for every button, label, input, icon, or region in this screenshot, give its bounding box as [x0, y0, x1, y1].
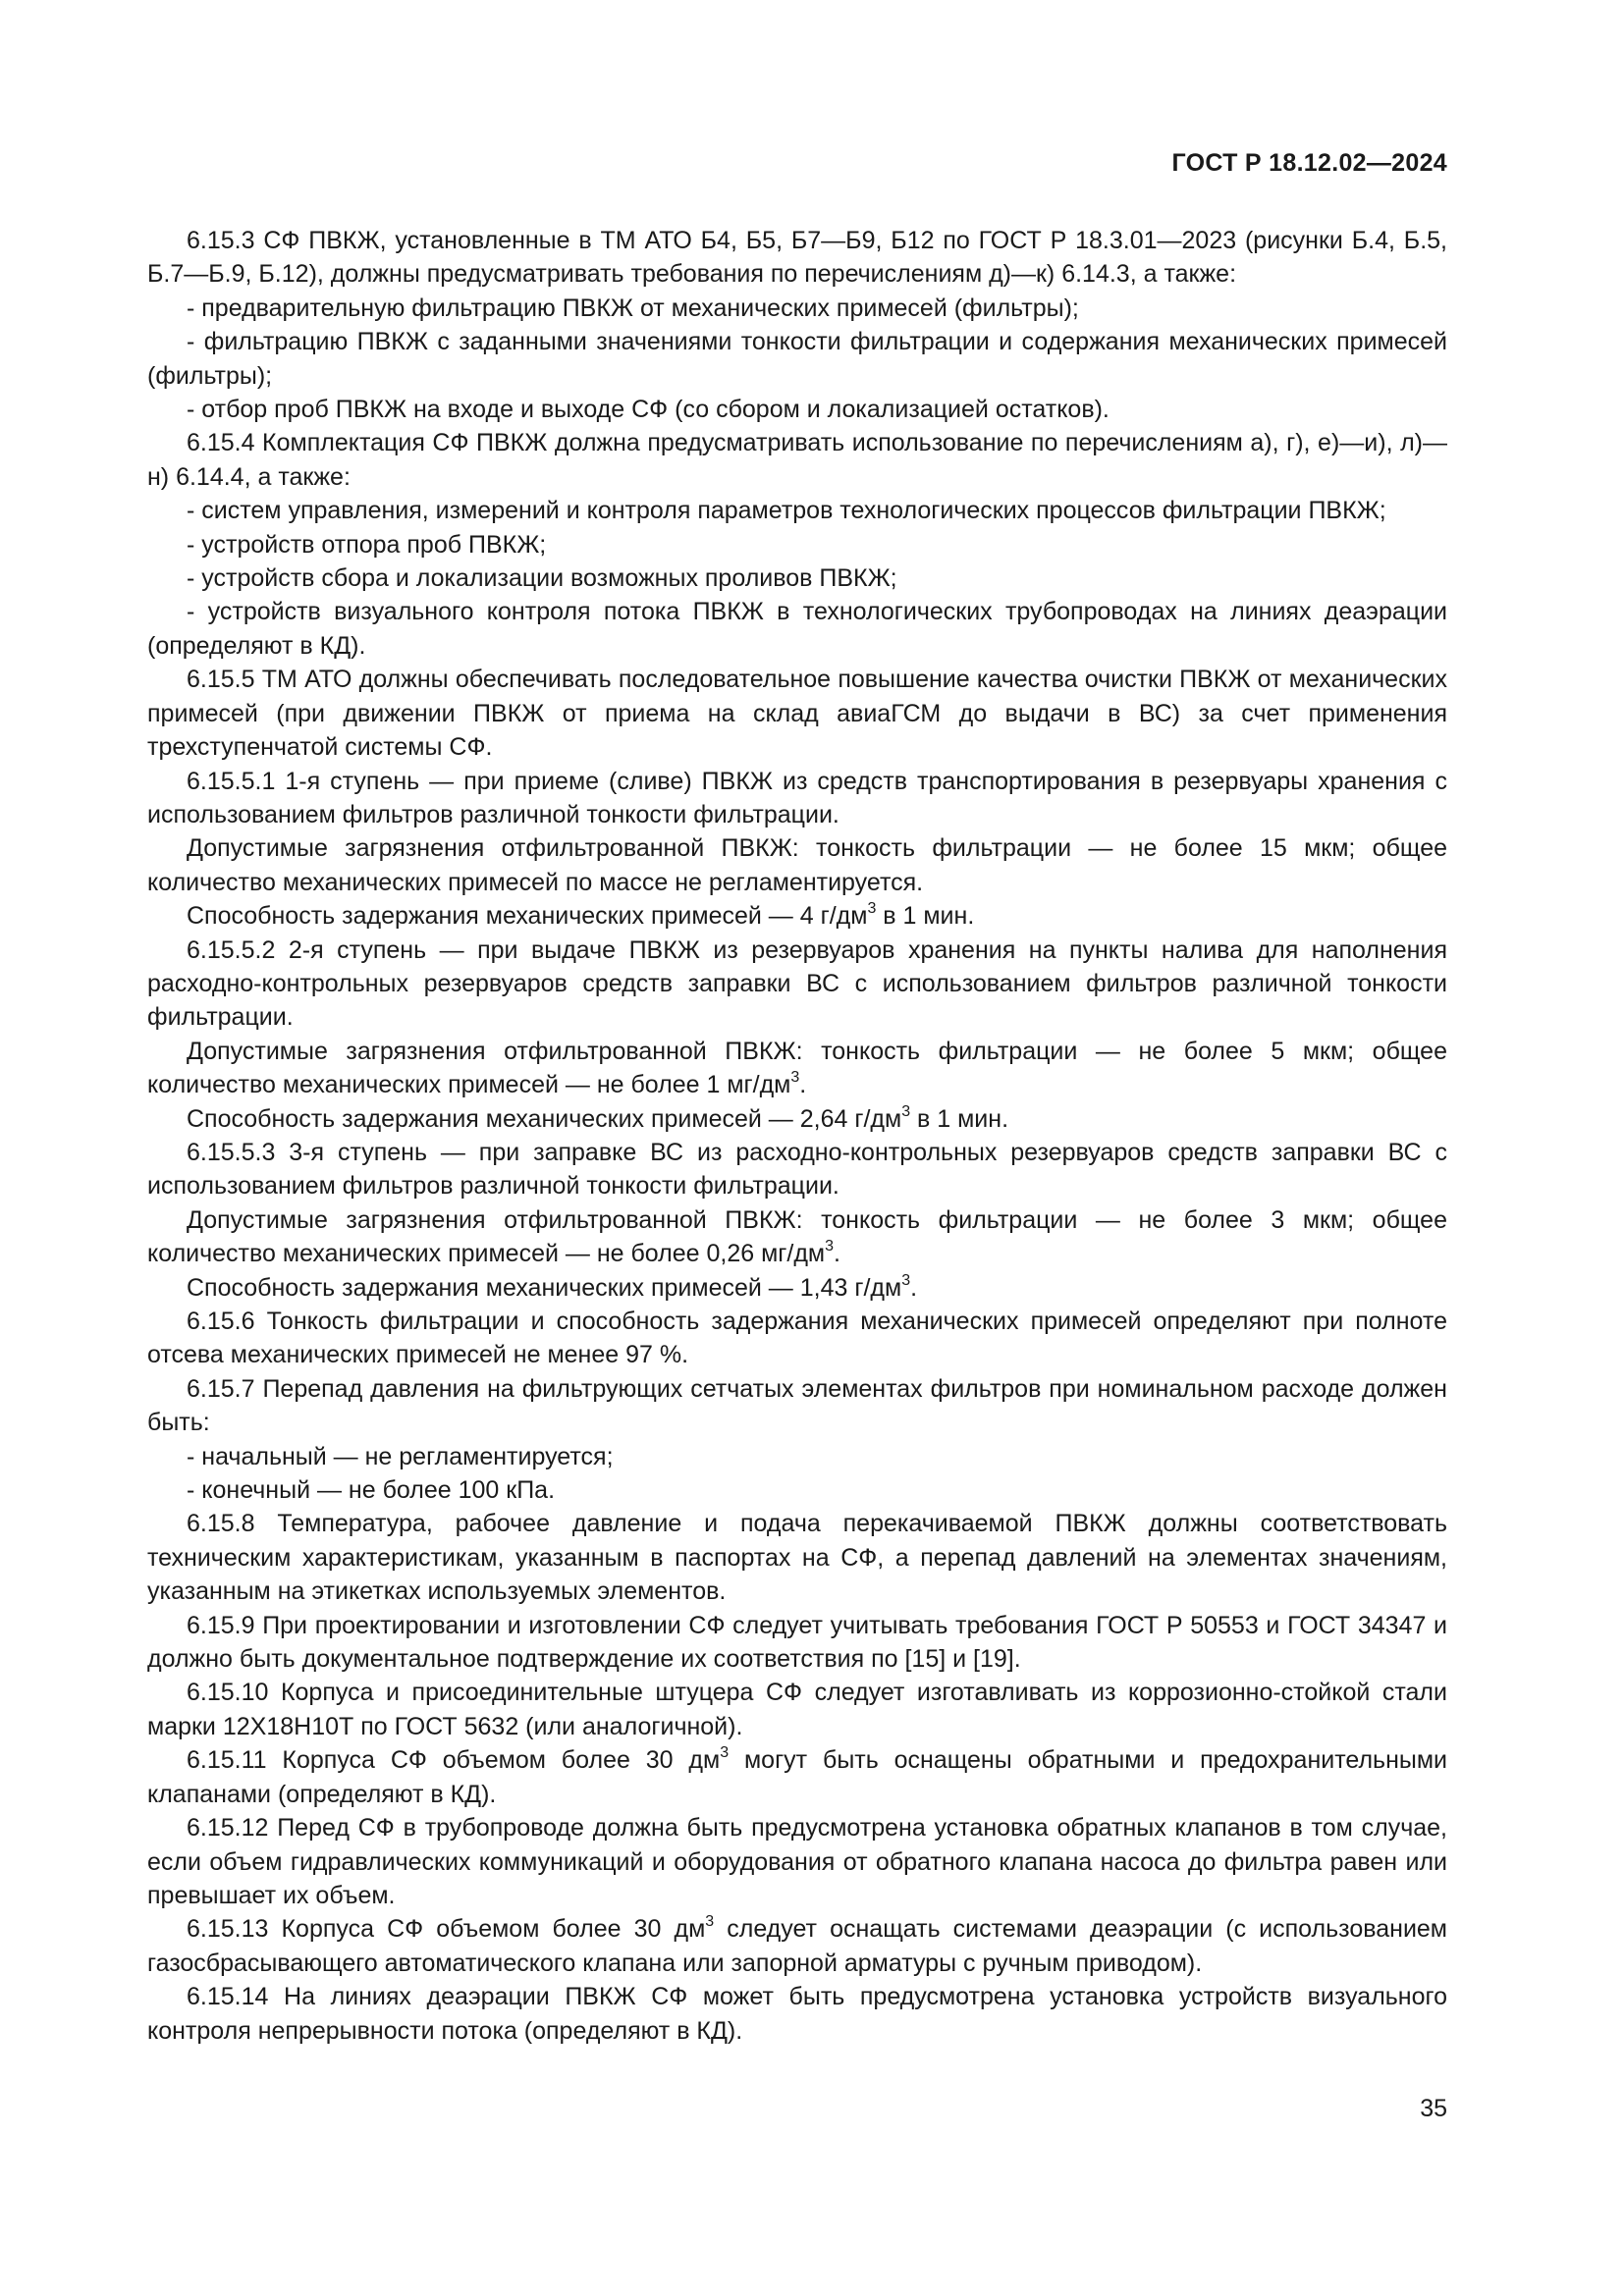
text-run: - начальный — не регламентируется; [187, 1442, 614, 1470]
text-run-tail: в 1 мин. [876, 902, 975, 931]
text-run-tail: в 1 мин. [910, 1104, 1009, 1133]
text-run: - устройств отпора проб ПВКЖ; [187, 530, 547, 559]
text-run: 6.15.5 ТМ АТО должны обеспечивать последовательное повышение качества очистки ПВКЖ от механических примесей (при движении ПВКЖ от приема на склад авиаГСМ до выдачи в ВС) за счет применения трехступенчатой системы СФ. [147, 666, 1447, 762]
text-run: 6.15.8 Температура, рабочее давление и подача перекачиваемой ПВКЖ должны соответствовать техническим характеристикам, указанным в паспортах на СФ, а перепад давлений на элементах значениям, указанным на этикетках используемых элементов. [147, 1510, 1447, 1606]
superscript: 3 [720, 1744, 730, 1762]
text-run: 6.15.4 Комплектация СФ ПВКЖ должна предусматривать использование по перечислениям а), г), е)—и), л)—н) 6.14.4, а также: [147, 429, 1447, 491]
text-run-tail: . [910, 1273, 918, 1302]
text-run: - фильтрацию ПВКЖ с заданными значениями тонкости фильтрации и содержания механических примесей (фильтры); [147, 328, 1447, 390]
text-run-tail: . [799, 1071, 807, 1099]
text-run: Допустимые загрязнения отфильтрованной ПВКЖ: тонкость фильтрации — не более 5 мкм; общее количество механических примесей — не более 1 мг/дм [147, 1037, 1447, 1099]
superscript: 3 [901, 1102, 911, 1120]
text-run: 6.15.3 СФ ПВКЖ, установленные в ТМ АТО Б4, Б5, Б7—Б9, Б12 по ГОСТ Р 18.3.01—2023 (рисунки Б.4, Б.5, Б.7—Б.9, Б.12), должны предусматривать требования по перечислениям д)—к) 6.14.3, а также: [147, 227, 1447, 289]
list-item [147, 325, 1447, 393]
text-run: - предварительную фильтрацию ПВКЖ от механических примесей (фильтры); [187, 294, 1079, 322]
text-run: Допустимые загрязнения отфильтрованной ПВКЖ: тонкость фильтрации — не более 15 мкм; общее количество механических примесей по массе не регламентируется. [147, 834, 1447, 896]
text-run: 6.15.13 Корпуса СФ объемом более 30 дм [187, 1915, 706, 1944]
paragraph [147, 1811, 1447, 1912]
list-item [147, 494, 1447, 527]
paragraph [147, 1676, 1447, 1743]
superscript: 3 [901, 1271, 911, 1289]
text-run: 6.15.12 Перед СФ в трубопроводе должна быть предусмотрена установка обратных клапанов в том случае, если объем гидравлических коммуникаций и оборудования от обратного клапана насоса до фильтра равен или превышает их объем. [147, 1814, 1447, 1909]
list-item [147, 561, 1447, 595]
text-run: 6.15.6 Тонкость фильтрации и способность задержания механических примесей определяют при полноте отсева механических примесей не менее 97 %. [147, 1308, 1447, 1369]
text-run: Способность задержания механических примесей — 1,43 г/дм [187, 1273, 902, 1302]
text-run: Способность задержания механических примесей — 2,64 г/дм [187, 1104, 902, 1133]
paragraph [147, 1743, 1447, 1811]
text-run: 6.15.5.3 3-я ступень — при заправке ВС из расходно-контрольных резервуаров средств заправки ВС с использованием фильтров различной тонкости фильтрации. [147, 1138, 1447, 1201]
text-run-tail: . [834, 1240, 840, 1268]
text-run: 6.15.7 Перепад давления на фильтрующих сетчатых элементах фильтров при номинальном расходе должен быть: [147, 1374, 1447, 1437]
paragraph [147, 1271, 1447, 1305]
page-body [147, 224, 1447, 2048]
paragraph [147, 663, 1447, 764]
superscript: 3 [825, 1238, 835, 1255]
text-run: - устройств визуального контроля потока ПВКЖ в технологических трубопроводах на линиях деаэрации (определяют в КД). [147, 598, 1447, 660]
paragraph [147, 224, 1447, 292]
paragraph [147, 1305, 1447, 1372]
paragraph [147, 1035, 1447, 1102]
text-run: 6.15.10 Корпуса и присоединительные штуцера СФ следует изготавливать из коррозионно-стойкой стали марки 12Х18Н10Т по ГОСТ 5632 (или аналогичной). [147, 1679, 1447, 1740]
paragraph [147, 765, 1447, 832]
paragraph [147, 1609, 1447, 1677]
paragraph [147, 1912, 1447, 1980]
text-run-tail: могут быть оснащены обратными и предохранительными клапанами (определяют в КД). [147, 1746, 1447, 1808]
text-run: - отбор проб ПВКЖ на входе и выходе СФ (со сбором и локализацией остатков). [187, 396, 1110, 424]
paragraph [147, 1102, 1447, 1136]
text-run: - конечный — не более 100 кПа. [187, 1476, 556, 1505]
list-item [147, 528, 1447, 561]
text-run: 6.15.5.2 2-я ступень — при выдаче ПВКЖ из резервуаров хранения на пункты налива для наполнения расходно-контрольных резервуаров средств заправки ВС с использованием фильтров различной тонкости фильтрации. [147, 935, 1447, 1032]
paragraph [147, 1372, 1447, 1440]
text-run: Допустимые загрязнения отфильтрованной ПВКЖ: тонкость фильтрации — не более 3 мкм; общее количество механических примесей — не более 0,26 мг/дм [147, 1205, 1447, 1268]
paragraph [147, 1980, 1447, 2048]
list-item [147, 1440, 1447, 1473]
list-item [147, 1473, 1447, 1507]
superscript: 3 [867, 900, 877, 918]
paragraph [147, 899, 1447, 933]
text-run: Способность задержания механических примесей — 4 г/дм [187, 902, 868, 931]
page-header: ГОСТ Р 18.12.02—2024 [1171, 149, 1447, 177]
list-item [147, 393, 1447, 426]
text-run-tail: следует оснащать системами деаэрации (с использованием газосбрасывающего автоматического клапана или запорной арматуры с ручным приводом). [147, 1915, 1447, 1977]
paragraph [147, 1507, 1447, 1608]
paragraph [147, 831, 1447, 899]
text-run: 6.15.9 При проектировании и изготовлении СФ следует учитывать требования ГОСТ Р 50553 и ГОСТ 34347 и должно быть документальное подтверждение их соответствия по [15] и [19]. [147, 1611, 1447, 1674]
text-run: 6.15.14 На линиях деаэрации ПВКЖ СФ может быть предусмотрена установка устройств визуального контроля непрерывности потока (определяют в КД). [147, 1983, 1447, 2045]
text-run: 6.15.5.1 1-я ступень — при приеме (сливе) ПВКЖ из средств транспортирования в резервуары хранения с использованием фильтров различной тонкости фильтрации. [147, 767, 1447, 828]
text-run: 6.15.11 Корпуса СФ объемом более 30 дм [187, 1746, 721, 1775]
text-run: - устройств сбора и локализации возможных проливов ПВКЖ; [187, 564, 897, 593]
list-item [147, 595, 1447, 663]
list-item [147, 292, 1447, 325]
text-run: - систем управления, измерений и контроля параметров технологических процессов фильтрации ПВКЖ; [187, 497, 1386, 525]
superscript: 3 [705, 1913, 715, 1931]
paragraph [147, 426, 1447, 494]
paragraph [147, 934, 1447, 1035]
superscript: 3 [790, 1069, 800, 1087]
page-number: 35 [1420, 2095, 1447, 2122]
paragraph [147, 1203, 1447, 1271]
paragraph [147, 1136, 1447, 1203]
